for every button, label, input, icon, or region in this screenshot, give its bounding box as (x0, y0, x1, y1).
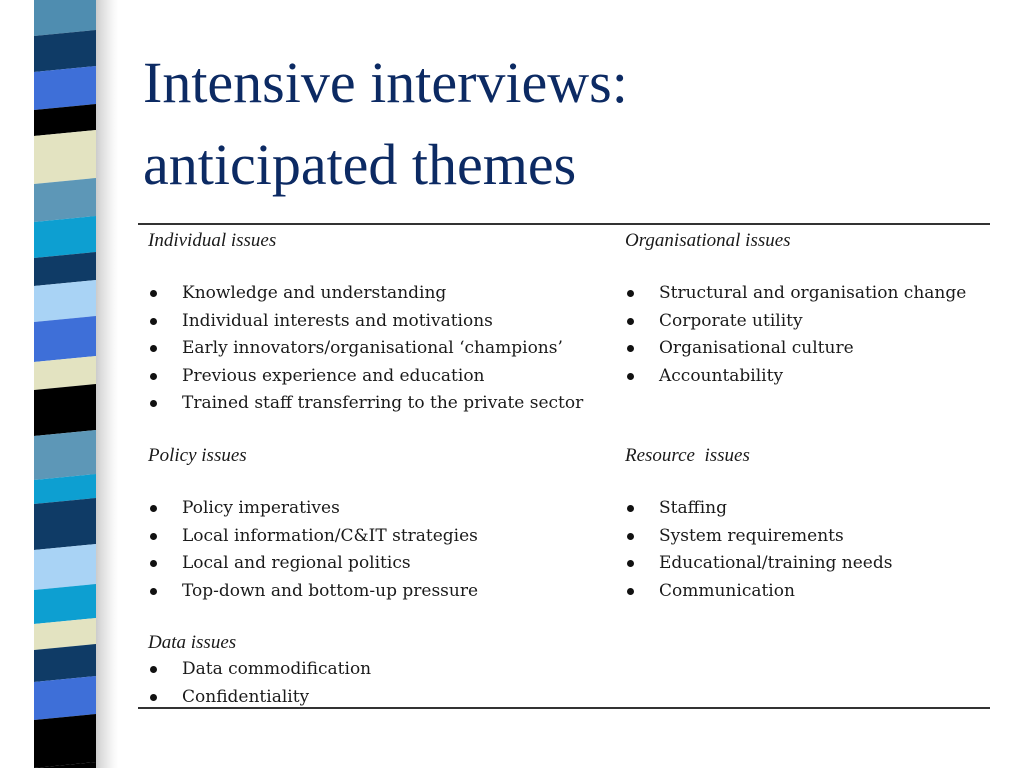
stripe-band (34, 644, 96, 682)
individual-issues-heading: Individual issues (148, 230, 277, 251)
bullet-icon (627, 588, 634, 595)
policy-issues-group (148, 442, 608, 605)
organisational-issues-list (625, 280, 985, 390)
list-item-text: Individual interests and motivations (182, 310, 493, 331)
stripe-band (34, 584, 96, 624)
bullet-icon (150, 373, 157, 380)
list-item (148, 523, 608, 551)
list-item-text: Organisational culture (659, 338, 854, 358)
bullet-icon (150, 318, 157, 325)
themes-table (138, 223, 990, 709)
bullet-icon (627, 345, 634, 352)
list-item-text: Accountability (659, 365, 784, 386)
stripe-band (34, 384, 96, 436)
organisational-issues-heading: Organisational issues (625, 230, 791, 251)
list-item (148, 550, 608, 578)
stripe-band (34, 676, 96, 720)
list-item (148, 684, 608, 712)
bullet-icon (150, 290, 157, 297)
list-item (625, 280, 985, 308)
title-line-2: anticipated themes (143, 132, 577, 197)
list-item (625, 578, 985, 606)
policy-issues-list (148, 495, 608, 605)
stripe-band (34, 130, 96, 184)
resource-issues-group (625, 442, 985, 605)
bullet-icon (627, 505, 634, 512)
stripe-band (34, 66, 96, 110)
bullet-icon (150, 666, 157, 673)
list-item (625, 308, 985, 336)
list-item-text: Educational/training needs (659, 553, 893, 573)
list-item (148, 656, 608, 684)
list-item (148, 335, 608, 363)
stripe-band (34, 280, 96, 322)
title-line-1: Intensive interviews: (143, 50, 628, 115)
stripe-band (34, 30, 96, 72)
list-item (148, 308, 608, 336)
list-item (625, 523, 985, 551)
list-item-text: Staffing (659, 498, 727, 518)
individual-issues-group (148, 227, 608, 418)
bullet-icon (150, 505, 157, 512)
stripe-band (34, 498, 96, 550)
bullet-icon (627, 290, 634, 297)
list-item-text: System requirements (659, 525, 844, 546)
resource-issues-list (625, 495, 985, 605)
list-item-text: Communication (659, 580, 795, 601)
list-item (625, 363, 985, 391)
bullet-icon (627, 373, 634, 380)
individual-issues-list (148, 280, 608, 418)
slide-title (143, 42, 983, 206)
data-issues-group (148, 629, 608, 711)
stripe-band (34, 216, 96, 258)
stripe-band (34, 0, 96, 36)
list-item (625, 550, 985, 578)
stripe-band (34, 178, 96, 222)
list-item-text: Previous experience and education (182, 365, 485, 386)
stripe-band (34, 316, 96, 362)
list-item-text: Corporate utility (659, 310, 803, 331)
list-item (148, 495, 608, 523)
list-item (148, 363, 608, 391)
list-item (625, 335, 985, 363)
bullet-icon (627, 318, 634, 325)
list-item-text: Knowledge and understanding (182, 283, 447, 303)
resource-issues-heading: Resource issues (625, 445, 750, 466)
stripe-band (34, 544, 96, 590)
stripe-band (34, 430, 96, 480)
list-item-text: Local information/C&IT strategies (182, 525, 478, 546)
stripe-band (34, 356, 96, 390)
bullet-icon (150, 588, 157, 595)
bullet-icon (150, 533, 157, 540)
data-issues-list (148, 656, 608, 711)
list-item-text: Structural and organisation change (659, 283, 967, 303)
list-item-text: Early innovators/organisational ‘champions’ (182, 338, 563, 358)
list-item (148, 578, 608, 606)
stripe-band (34, 714, 96, 768)
stripe-band (34, 252, 96, 286)
decorative-stripe-bar (34, 0, 96, 768)
bullet-icon (150, 400, 157, 407)
list-item-text: Confidentiality (182, 686, 310, 707)
list-item-text: Trained staff transferring to the private sector (182, 393, 584, 413)
list-item (148, 390, 608, 418)
stripe-graphic (34, 0, 96, 768)
list-item-text: Policy imperatives (182, 498, 340, 518)
bullet-icon (627, 533, 634, 540)
organisational-issues-group (625, 227, 985, 390)
list-item-text: Local and regional politics (182, 553, 411, 573)
bullet-icon (627, 560, 634, 567)
list-item-text: Top-down and bottom-up pressure (182, 580, 479, 601)
list-item (148, 280, 608, 308)
bullet-icon (150, 560, 157, 567)
list-item (625, 495, 985, 523)
policy-issues-heading: Policy issues (148, 445, 247, 466)
bullet-icon (150, 345, 157, 352)
data-issues-heading: Data issues (148, 632, 237, 653)
list-item-text: Data commodification (182, 659, 372, 679)
bullet-icon (150, 694, 157, 701)
